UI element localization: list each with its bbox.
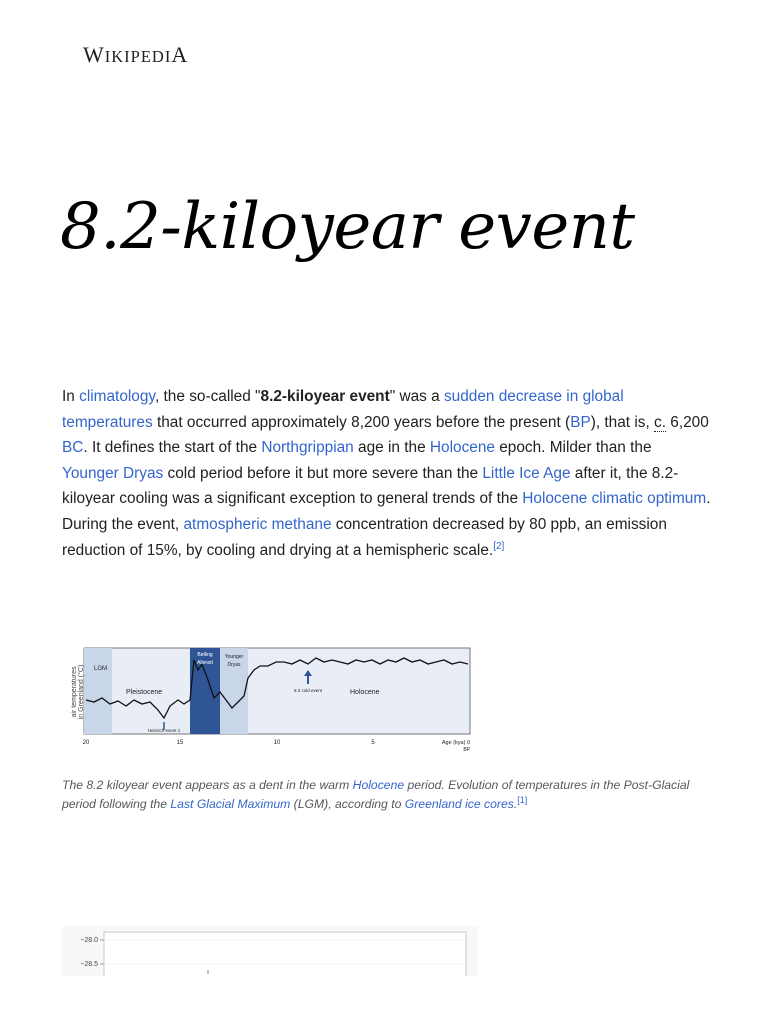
band-label-allerod: Allerød (197, 660, 213, 666)
band-label-lgm: LGM (94, 666, 108, 672)
link-holocene[interactable]: Holocene (429, 439, 495, 457)
bold-term: 8.2-kiloyear event (260, 388, 390, 405)
figure-xlabel: Age (kya) 0 (441, 740, 470, 746)
second-chart-figure[interactable] (62, 926, 478, 976)
link-northgrippian[interactable]: Northgrippian (261, 439, 354, 457)
label-holocene: Holocene (350, 689, 380, 696)
figure-caption: The 8.2 kiloyear event appears as a dent in the warm Holocene period. Evolution of temperatures in the Post-Glacial period following the Last Glacial Maximum (LGM), according to Greenland ice cores.[1] (62, 778, 690, 811)
page-title: 8.2-kiloyear event (60, 190, 635, 264)
wikipedia-wordmark[interactable]: WIKIPEDIA (83, 42, 189, 67)
figure-xlabel-bp: BP (463, 747, 470, 752)
link-bp[interactable]: BP (570, 413, 591, 431)
link-atmospheric-methane[interactable]: atmospheric methane (183, 515, 332, 533)
label-heinrich-event: Heinrich event 1 (147, 728, 181, 733)
link-climatology[interactable]: climatology (79, 388, 155, 405)
figure-ylabel-line2: in Greenland (°C) (78, 664, 85, 720)
xtick-5: 5 (371, 740, 375, 746)
caption-link-greenland-ice-cores[interactable]: Greenland ice cores (404, 797, 514, 811)
link-bc[interactable]: BC (62, 439, 84, 457)
link-younger-dryas[interactable]: Younger Dryas (62, 464, 164, 482)
intro-paragraph: In climatology, the so-called "8.2-kiloyear event" was a sudden decrease in global temperatures that occurred approximately 8,200 years before the present (BP), that is, c. 6,200 BC. It defines the start of the Northgrippian age in the Holocene epoch. Milder than the Younger Dryas cold period before it but more severe than the Little Ice Age after it, the 8.2-kiloyear cooling was a significant exception to general trends of the Holocene climatic optimum. During the event, atmospheric methane concentration decreased by 80 ppb, an emission reduction of 15%, by cooling and drying at a hemispheric scale.[2] (62, 388, 711, 559)
xtick-20: 20 (82, 740, 90, 746)
band-label-dryas: Dryas (227, 662, 241, 668)
link-little-ice-age[interactable]: Little Ice Age (482, 464, 571, 482)
figure-ylabel-line1: air temperatures (71, 666, 78, 718)
second-chart-ytick-2: −28.5 (80, 961, 98, 968)
xtick-15: 15 (176, 740, 184, 746)
circa-abbr: c. (654, 413, 666, 431)
reference-1[interactable]: [1] (517, 794, 528, 805)
caption-link-lgm[interactable]: Last Glacial Maximum (170, 797, 291, 811)
label-pleistocene: Pleistocene (126, 689, 163, 696)
band-label-younger: Younger (224, 654, 244, 660)
reference-2[interactable]: [2] (493, 540, 505, 552)
label-82-cold-event: 8.2 cold event (293, 688, 323, 693)
band-label-bolling: Bølling (197, 652, 213, 658)
greenland-temperature-figure[interactable] (62, 640, 476, 752)
link-sudden-decrease[interactable]: sudden decrease in global temperatures (62, 388, 624, 431)
caption-link-holocene[interactable]: Holocene (352, 778, 405, 792)
xtick-10: 10 (273, 740, 281, 746)
second-chart-ytick-1: −28.0 (80, 937, 98, 944)
link-holocene-climatic-optimum[interactable]: Holocene climatic optimum (522, 490, 707, 508)
